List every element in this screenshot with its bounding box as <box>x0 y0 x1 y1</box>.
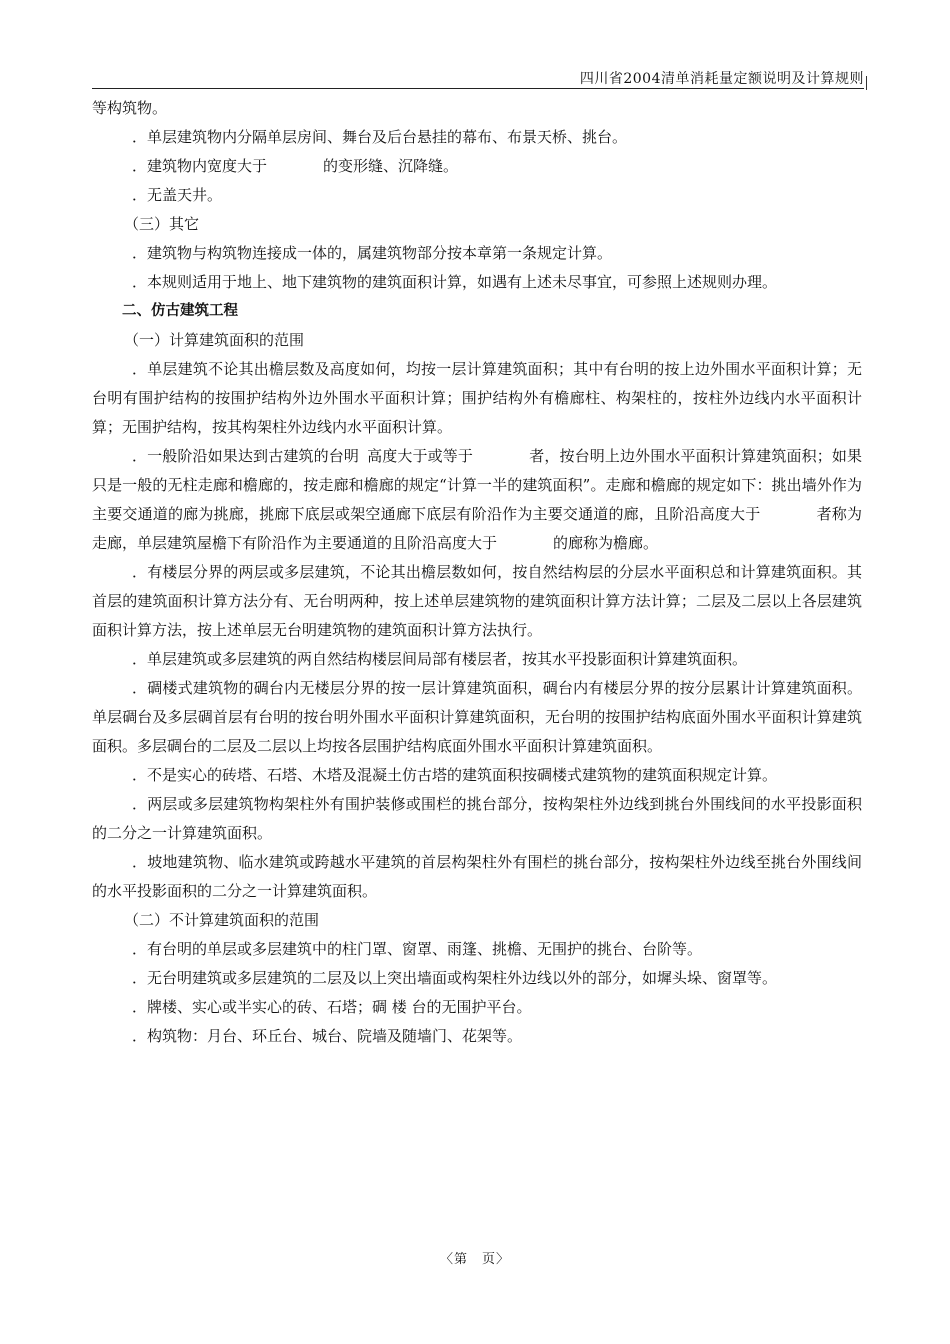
header-corner-mark <box>866 76 867 90</box>
document-body <box>92 94 862 1051</box>
list-item: ．不是实心的砖塔、石塔、木塔及混凝土仿古塔的建筑面积按碉楼式建筑物的建筑面积规定计算。 <box>132 766 778 784</box>
list-item: ．单层建筑不论其出檐层数及高度如何，均按一层计算建筑面积；其中有台明的按上边外围水平面积计算；无台明有围护结构的按围护结构外边外围水平面积计算；围护结构外有檐廊柱、构架柱的，按柱外边线内水平面积计算；无围护结构，按其构架柱外边线内水平面积计算。 <box>92 360 862 436</box>
section-heading: 二、仿古建筑工程 <box>122 303 238 319</box>
text-fragment: 者，按台明上边外围水平面积计算建筑面积；如果只是一般的无柱走廊和檐廊的，按走廊和檐廊的规定“计算一半的建筑面积”。走廊和檐廊的规定如下：挑出墙外作为主要交通道的廊为挑廊，挑廊下底层或架空通廊下底层有阶沿作为主要交通道的廊，且阶沿高度大于 <box>92 447 862 523</box>
header-title: 四川省2004清单消耗量定额说明及计算规则 <box>579 71 864 87</box>
list-item: ．建筑物与构筑物连接成一体的，属建筑物部分按本章第一条规定计算。 <box>132 244 613 262</box>
list-item: ．有楼层分界的两层或多层建筑，不论其出檐层数如何，按自然结构层的分层水平面积总和计算建筑面积。其首层的建筑面积计算方法分有、无台明两种，按上述单层建筑物的建筑面积计算方法计算；二层及二层以上各层建筑面积计算方法，按上述单层无台明建筑物的建筑面积计算方法执行。 <box>92 563 862 639</box>
list-item: ．坡地建筑物、临水建筑或跨越水平建筑的首层构架柱外有围栏的挑台部分，按构架柱外边线至挑台外围线间的水平投影面积的二分之一计算建筑面积。 <box>92 853 862 900</box>
list-item: ．本规则适用于地上、地下建筑物的建筑面积计算，如遇有上述未尽事宜，可参照上述规则办理。 <box>132 273 778 291</box>
list-item: ．单层建筑或多层建筑的两自然结构楼层间局部有楼层者，按其水平投影面积计算建筑面积。 <box>132 650 748 668</box>
subsection-heading: （三）其它 <box>124 215 200 233</box>
list-item: ．无台明建筑或多层建筑的二层及以上突出墙面或构架柱外边线以外的部分，如墀头垛、窗罩等。 <box>132 969 778 987</box>
list-item: ．有台明的单层或多层建筑中的柱门罩、窗罩、雨篷、挑檐、无围护的挑台、台阶等。 <box>132 940 703 958</box>
text-fragment: 的廊称为檐廊。 <box>553 534 659 552</box>
list-item: ．无盖天井。 <box>132 186 223 204</box>
text-fragment: 高度大于或等于 <box>367 447 474 465</box>
text-fragment: ．建筑物内宽度大于 <box>132 157 268 175</box>
paragraph: 等构筑物。 <box>92 99 168 117</box>
list-item <box>92 152 862 181</box>
text-fragment: ．一般阶沿如果达到古建筑的台明 <box>132 447 359 465</box>
list-item: ．两层或多层建筑物构架柱外有围护装修或围栏的挑台部分，按构架柱外边线到挑台外围线间的水平投影面积的二分之一计算建筑面积。 <box>92 795 862 842</box>
page-header <box>92 70 864 89</box>
text-fragment: 的变形缝、沉降缝。 <box>323 157 459 175</box>
page-number: 〈第 页〉 <box>439 1252 510 1267</box>
list-item: ．单层建筑物内分隔单层房间、舞台及后台悬挂的幕布、布景天桥、挑台。 <box>132 128 628 146</box>
list-item: ．构筑物：月台、环丘台、城台、院墙及随墙门、花架等。 <box>132 1027 523 1045</box>
text-fragment: 者称为走廊，单层建筑屋檐下有阶沿作为主要通道的且阶沿高度大于 <box>92 505 862 552</box>
list-item <box>92 442 862 558</box>
list-item: ．碉楼式建筑物的碉台内无楼层分界的按一层计算建筑面积，碉台内有楼层分界的按分层累计计算建筑面积。单层碉台及多层碉首层有台明的按台明外围水平面积计算建筑面积，无台明的按围护结构底面外围水平面积计算建筑面积。多层碉台的二层及二层以上均按各层围护结构底面外围水平面积计算建筑面积。 <box>92 679 862 755</box>
list-item: ．牌楼、实心或半实心的砖、石塔；碉 楼 台的无围护平台。 <box>132 998 532 1016</box>
subsection-heading: （二）不计算建筑面积的范围 <box>124 911 320 929</box>
subsection-heading: （一）计算建筑面积的范围 <box>124 331 305 349</box>
